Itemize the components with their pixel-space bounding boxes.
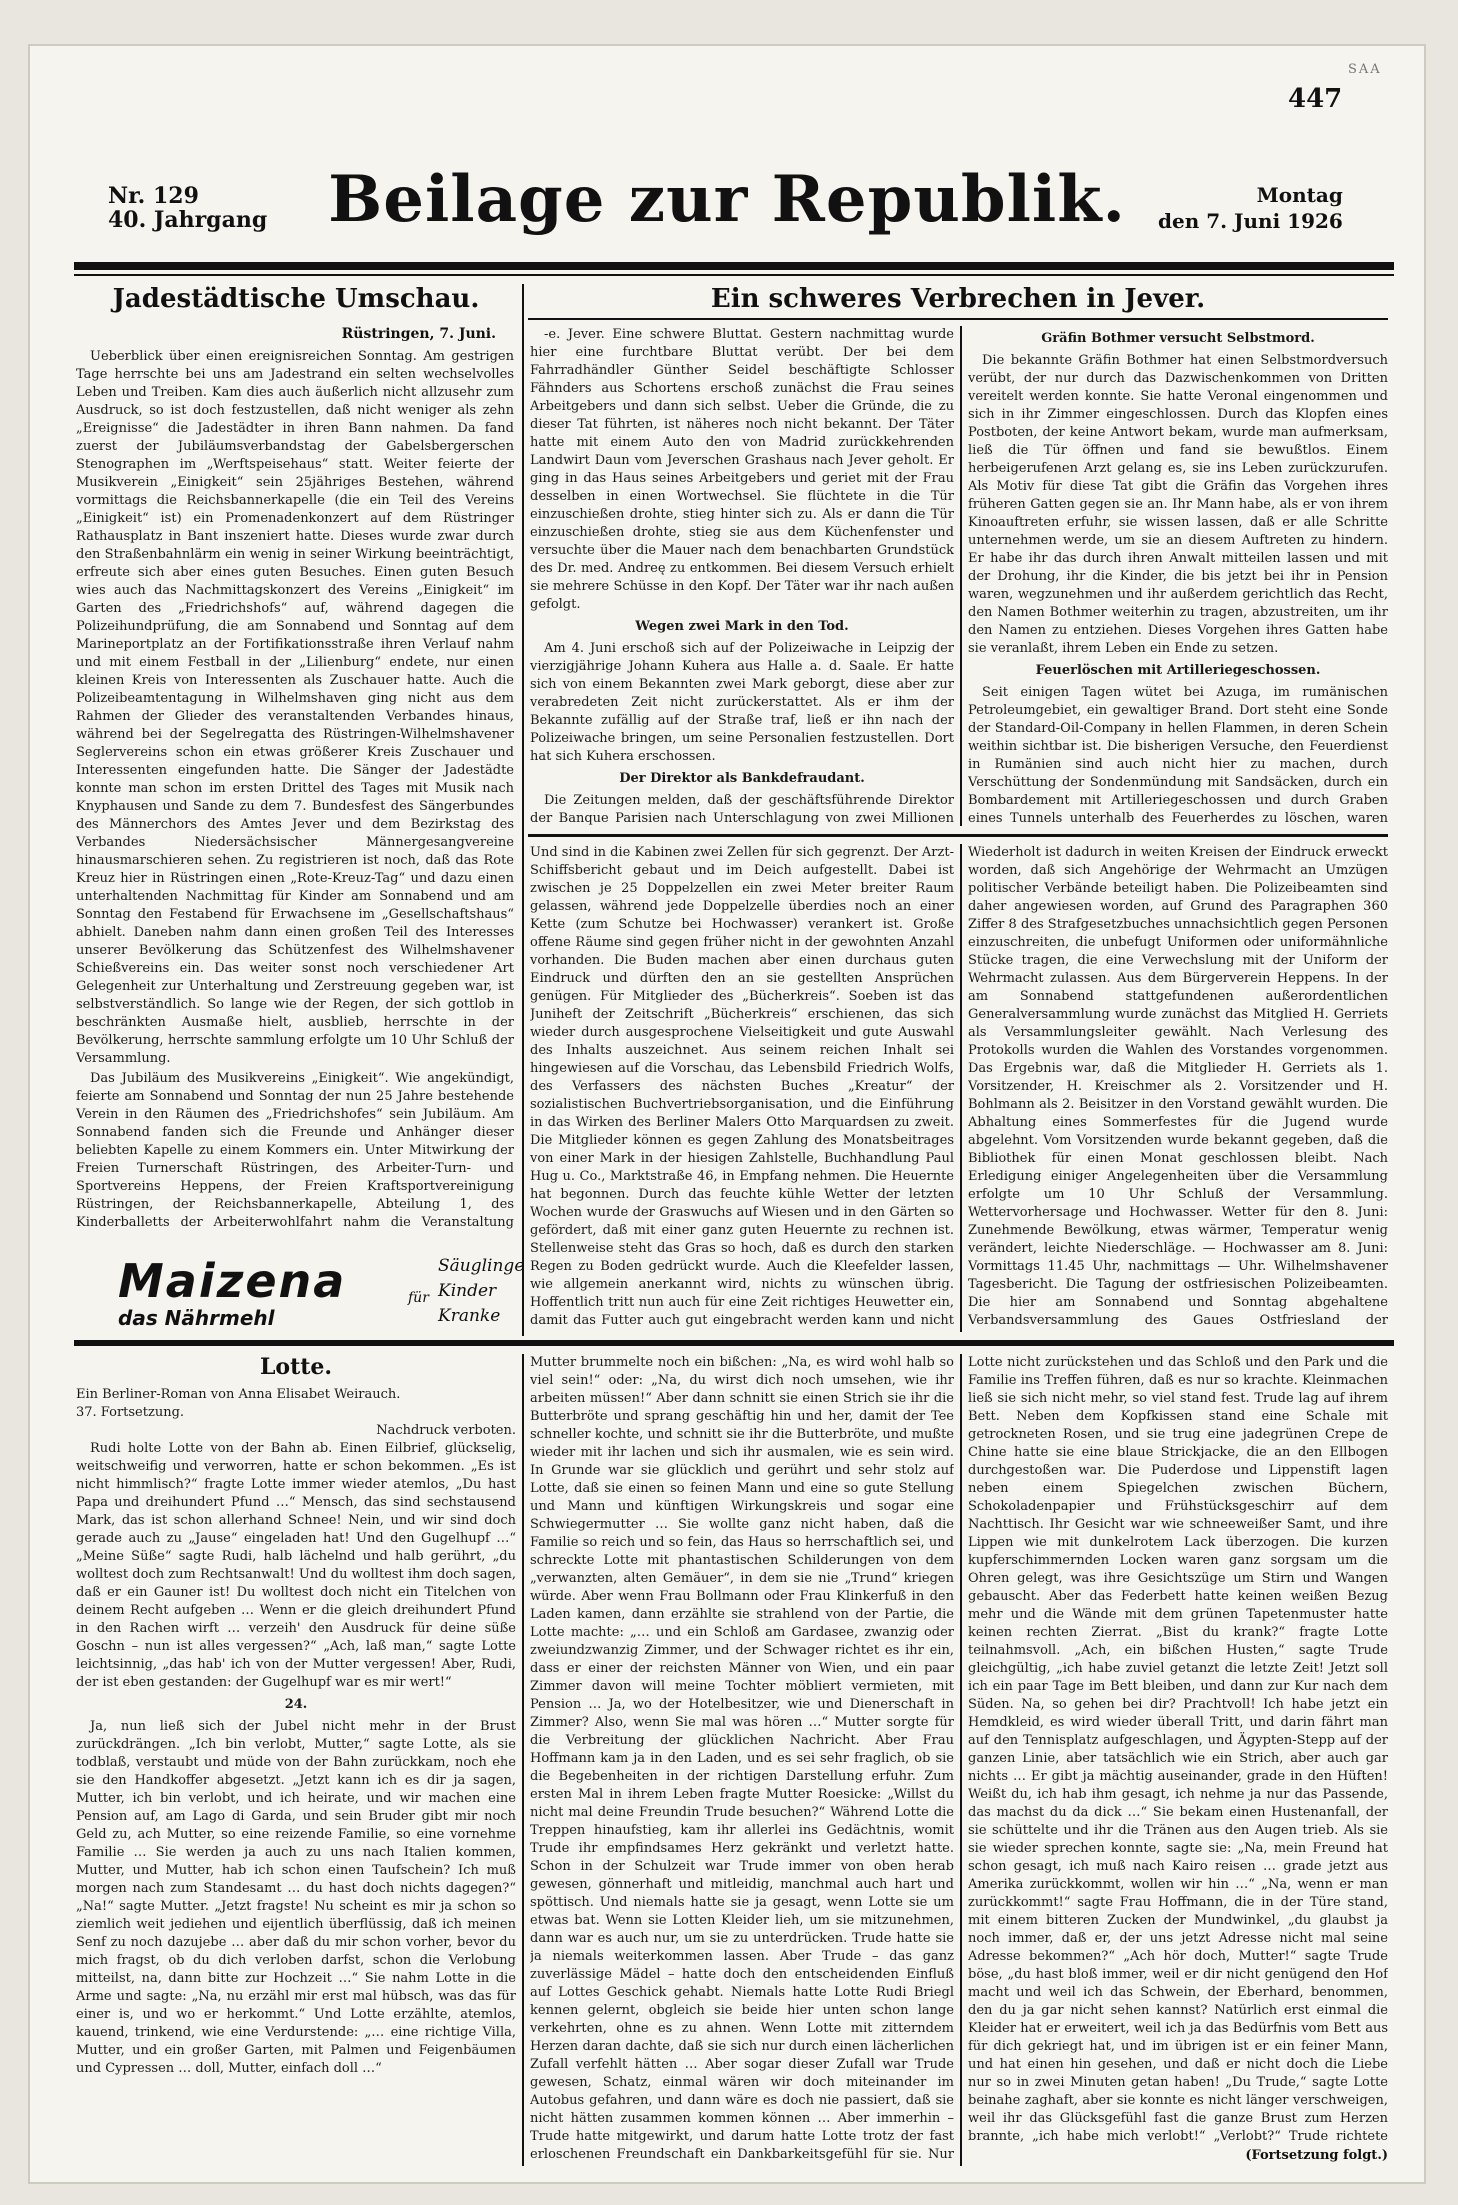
section-rule [528, 834, 1388, 837]
masthead-title: Beilage zur Republik. [328, 162, 1126, 237]
ad-audience-item: Kranke [438, 1306, 501, 1326]
mid-col2-body: Und sind in die Kabinen zwei Zellen für sich gegrenzt. Der Arzt-Schiffsbericht gebaut und im Deich aufgestellt. Dabei ist zwischen je 25 Doppelzellen ein zwei Meter breiter Raum gelassen, während jede Doppelzelle überdies noch an einer Kette (zum Schutze bei Hochwasser) verankert ist. Große offene Räume sind gegen früher nicht in der gewohnten Anzahl vorhanden. Die Buden machen aber einen durchaus guten Eindruck und dürften den an sie gestellten Ansprüchen genügen. Für Mitglieder des „Bücherkreis“. Soeben ist das Juniheft der Zeitschrift „Bücherkreis“ erschienen, das sich wieder durch ausgesprochene Vielseitigkeit und gute Auswahl des Inhalts auszeichnet. Aus seinem reichen Inhalt sei hingewiesen auf die Vorschau, das Lebensbild Friedrich Wolfs, des Verfassers des nächsten Buches „Kreatur“ der sozialistischen Buchvertriebsorganisation, und die Einführung in das Wirken des Berliner Malers Otto Marquardsen zu zweit. Die Mitglieder können es gegen Zahlung des Monatsbeitrages von einer Mark in der hiesigen Zahlstelle, Buchhandlung Paul Hug u. Co., Marktstraße 46, in Empfang nehmen. Die Heuernte hat begonnen. Durch das feuchte kühle Wetter der letzten Wochen wurde der Graswuchs auf Wiesen und in den Gärten so gefördert, daß mit einer ganz guten Heuernte zu rechnen ist. Stellenweise steht das Gras so hoch, daß es durch den starken Regen zu Boden gedrückt wurde. Auch die Kleefelder lassen, wie allgemein anerkannt wird, nichts zu wünschen übrig. Hoffentlich tritt nun auch für eine Zeit richtiges Heuwetter ein, damit das Futter auch gut eingebracht werden kann und nicht [530, 845, 954, 1328]
ad-audience [438, 1254, 524, 1329]
ad-audience-item: Kinder [438, 1281, 497, 1301]
serial-rule [74, 1340, 1394, 1346]
col2-paragraph: -e. Jever. Eine schwere Bluttat. Gestern nachmittag wurde hier eine furchtbare Bluttat verübt. Der bei dem Fahrradhändler Günther Seidel beschäftigte Schlosser Fähnders aus Schortens erschoß zunächst die Frau seines Arbeitgebers und dann sich selbst. Ueber die Gründe, die zu dieser Tat führten, ist näheres noch nicht bekannt. Der Täter hatte mit einem Auto den von Madrid zurückkehrenden Landwirt Daun vom Jeverschen Grashaus nach Jever geholt. Er ging in das Haus seines Arbeitgebers und geriet mit der Frau desselben in einen Wortwechsel. Sie flüchtete in die Tür einzuschießen drohte, stieg hinter sich zu. Als er dann die Tür einzuschießen drohte, stieg sie aus dem Küchenfenster und versuchte über die Mauer nach dem benachbarten Grundstück des Dr. med. Andreę zu entkommen. Bei diesem Versuch erhielt sie mehrere Schüsse in den Kopf. Der Täter war ihr nach außen gefolgt. [530, 327, 954, 612]
masthead-rule-thin [74, 274, 1394, 276]
col1-headline: Jadestädtische Umschau. [112, 284, 480, 314]
serial-col1-text: Rudi holte Lotte von der Bahn ab. Einen Eilbrief, glückselig, weitschweifig und verworren, hatte er schon bekommen. „Es ist nicht himmlisch?“ fragte Lotte immer wieder atemlos, „Du hast Papa und dreihundert Pfund …“ Mensch, das sind sechstausend Mark, das ist schon allerhand Schnee! Nein, und wir sind doch gerade auch zu „Jause“ eingeladen hat! Und den Gugelhupf …“ „Meine Süße“ sagte Rudi, halb lächelnd und halb gerührt, „du wolltest doch zum Rechtsanwalt! Und du wolltest ihm doch sagen, daß er ein Gauner ist! Du wolltest doch nicht ein Titelchen von deinem Recht aufgeben … Wenn er die gleich dreihundert Pfund in den Rachen wirft … verzeih' den Ausdruck für deine süße Goschn – nun ist alles vergessen?“ „Ach, laß man,“ sagte Lotte leichtsinnig, „das hab' ich von der Mutter vergessen! Aber, Rudi, der ist eben gestanden: der Gugelhupf war es mir wert!“ [76, 1441, 516, 1690]
col2-headline: Ein schweres Verbrechen in Jever. [710, 284, 1206, 314]
column-divider [960, 1354, 962, 2166]
masthead-rule [74, 262, 1394, 270]
col1-paragraph: Das Jubiläum des Musikvereins „Einigkeit“. Wie angekündigt, feierte am Sonnabend und Sonntag der nun 25 Jahre bestehende Verein in den Räumen des „Friedrichshofes“ sein Jubiläum. Am Sonnabend fanden sich die Freunde und Anhänger dieser beliebten Kapelle zu einem Kommers ein. Unter Mitwirkung der Freien Turnerschaft Rüstringen, des Arbeiter-Turn- und Sportvereins Heppens, der Freien Kraftsportvereinigung Rüstringen, der Reichsbannerkapelle, Abteilung 1, des Kinderballetts der Arbeiterwohlfahrt nahm die Veranstaltung [76, 1071, 514, 1230]
mid-col3-body: Wiederholt ist dadurch in weiten Kreisen der Eindruck erweckt worden, daß sich Angehörige der Wehrmacht an Umzügen politischer Verbände beteiligt haben. Die Polizeibeamten sind daher angewiesen worden, auf Grund des Paragraphen 360 Ziffer 8 des Strafgesetzbuches unnachsichtlich gegen Personen einzuschreiten, die unbefugt Uniformen oder uniformähnliche Stücke tragen, die eine Verwechslung mit der Uniform der Wehrmacht zulassen. Aus dem Bürgerverein Heppens. In der am Sonnabend stattgefundenen außerordentlichen Generalversammlung wurde zunächst das Mitglied H. Gerriets als Versammlungsleiter gewählt. Nach Verlesung des Protokolls wurden die Wahlen des Vorstandes vorgenommen. Das Ergebnis war, daß die Mitglieder H. Gerriets als 1. Vorsitzender, H. Kreischmer als 2. Vorsitzender und H. Bohlmann als 2. Beisitzer in den Vorstand gewählt wurden. Die Abhaltung eines Sommerfestes für die Jugend wurde abgelehnt. Vom Vorsitzenden wurde bekannt gegeben, daß die Bibliothek für einen Monat geschlossen bleibt. Nach Erledigung einiger Angelegenheiten über die Versammlung erfolgte um 10 Uhr Schluß der Versammlung. Wettervorhersage und Hochwasser. Wetter für den 8. Juni: Zunehmende Bewölkung, etwas wärmer, Temperatur wenig verändert, leichte Niederschläge. — Hochwasser am 8. Juni: Vormittags 11.45 Uhr, nachmittags — Uhr. Wilhelmshavener Tagesbericht. Die Tagung der ostfriesischen Polizeibeamten. Die hier am Sonnabend und Sonntag abgehaltene Verbandsversammlung des Gaues Ostfriesland der [968, 845, 1388, 1328]
col3-sub1-text: Die bekannte Gräfin Bothmer hat einen Selbstmordversuch verübt, der nur durch das Dazwischenkommen von Dritten vereitelt werden konnte. Sie hatte Veronal eingenommen und sich in ihr Zimmer eingeschlossen. Durch das Klopfen eines Postboten, der keine Antwort bekam, wurde man aufmerksam, ließ die Tür öffnen und fand sie bewußtlos. Einem herbeigerufenen Arzt gelang es, sie ins Leben zurückzurufen. Als Motiv für diese Tat gibt die Gräfin das Vorgehen ihres früheren Gatten gegen sie an. Ihr Mann habe, als er von ihrem Kinoauftreten erfuhr, sie wissen lassen, daß er alle Schritte unternehmen werde, um sie an diesem Auftreten zu hindern. Er habe ihr das durch ihren Anwalt mitteilen lassen und mit der Drohung, ihr die Kinder, die bis jetzt bei ihr in Pension waren, wegzunehmen und ihr außerdem gerichtlich das Recht, den Namen Bothmer weiterhin zu tragen, abzustreiten, um ihr den Namen zu entziehen. Dieses Vorgehen ihres Gatten habe sie veranlaßt, ihrem Leben ein Ende zu setzen. [968, 353, 1388, 656]
serial-byline: Ein Berliner-Roman von Anna Elisabet Weirauch. [76, 1387, 401, 1402]
serial-col3: Lotte nicht zurückstehen und das Schloß und den Park und die Familie ins Treffen führen, daß es nur so krachte. Kleinmachen ließ sie sich nicht mehr, so viel stand fest. Trude lag auf ihrem Bett. Neben dem Kopfkissen stand eine Schale mit getrockneten Rosen, und sie trug eine jadegrünen Crepe de Chine hatte sie eine blaue Strickjacke, die an den Ellbogen durchgestoßen war. Die Puderdose und Lippenstift lagen neben einem Spiegelchen zwischen Büchern, Schokoladenpapier und Frühstücksgeschirr auf dem Nachttisch. Ihr Gesicht war wie schneeweißer Samt, und ihre Lippen wie mit dunkelrotem Lack überzogen. Die kurzen kupferschimmernden Locken waren ganz sorgsam um die Ohren gelegt, was ihre Gesichtszüge um Stirn und Wangen gebauscht. Aber das Federbett hatte keinen weißen Bezug mehr und die Wände mit dem grünen Tapetenmuster hatte keinen rechten Zierrat. „Bist du krank?“ fragte Lotte teilnahmsvoll. „Ach, ein bißchen Husten,“ sagte Trude gleichgültig, „ich habe zuviel getanzt die letzte Zeit! Jetzt soll ich ein paar Tage im Bett bleiben, und dann zur Kur nach dem Süden. Na, so gehen bei dir? Prachtvoll! Ich habe jetzt ein Hemdkleid, es wird wieder überall Tritt, und darin fährt man auf den Tennisplatz aufgeschlagen, und Ägypten-Stepp auf der ganzen Linie, aber tatsächlich wie ein Strich, aber auch gar nichts … Er gibt ja mächtig auseinander, grade in den Hüften! Weißt du, ich hab ihm gesagt, ich nehme ja nur das Passende, das machst du da dick …“ Sie bekam einen Hustenanfall, der sie schüttelte und ihr die Tränen aus den Augen trieb. Als sie sie wieder sprechen konnte, sagte sie: „Na, mein Freund hat schon gesagt, ich muß nach Kairo reisen … grade jetzt aus Amerika zurückkommt, wollen wir hin …“ „Na, wenn er man zurückkommt!“ sagte Frau Hoffmann, die in der Türe stand, mit einem bitteren Zucken der Mundwinkel, „du glaubst ja noch immer, daß er, der uns jetzt Adresse nicht mal seine Adresse bekommen?“ „Ach hör doch, Mutter!“ sagte Trude böse, „du hast bloß immer, weil er dir nicht genügend den Hof macht und weil ich das Schwein, der Eberhard, benommen, den du ja gar nicht sehen kannst? Natürlich erst einmal die Kleider hat er erweitert, weil ich ja das Bedürfnis vom Bett aus für dich gekriegt hat, und im übrigen ist er ein feiner Mann, und hat einen hin gesehen, und daß er nicht doch die Liebe nur so in zwei Minuten getan haben! „Du Trude,“ sagte Lotte beinahe zaghaft, aber sie konnte es nicht länger verschweigen, weil ihr das Glücksgefühl fast die ganze Brust zum Herzen brannte, „ich habe mich verlobt!“ „Verlobt?“ Trude richtete [968, 1355, 1388, 2144]
maizena-advertisement [76, 1254, 525, 1334]
page-number: 447 [1288, 84, 1343, 114]
serial-part: 37. Fortsetzung. [76, 1405, 185, 1420]
col3-body [968, 326, 1388, 826]
serial-chapter: 24. [284, 1697, 308, 1712]
col3-subhead-1: Gräfin Bothmer versucht Selbstmord. [1041, 331, 1315, 346]
col2-sub1-text: Am 4. Juni erschoß sich auf der Polizeiwache in Leipzig der vierzigjährige Johann Kuhera aus Halle a. d. Saale. Er hatte sich von einem Bekannten zwei Mark geborgt, diese aber zur verabredeten Zeit nicht zurückerstattet. Als er ihm der Bekannte zufällig auf der Straße traf, ließ er ihn nach der Polizeiwache bringen, um seine Personalien festzustellen. Dort hat sich Kuhera erschossen. [530, 641, 954, 764]
serial-title: Lotte. [259, 1354, 333, 1380]
serial-col2: Mutter brummelte noch ein bißchen: „Na, es wird wohl halb so viel sein!“ oder: „Na, du wirst dich noch umsehen, wie ihr arbeiten müssen!“ Aber dann schnitt sie einen Strich sie ihr die Butterbröte und sprang geschäftig hin und her, damit der Tee schneller kochte, und schnitt sie ihr die Butterbröte, und mußte wieder mit ihr lachen und sich ihr ausmalen, wie es sein wird. In Grunde war sie glücklich und gerührt und sehr stolz auf Lotte, daß sie einen so feinen Mann und eine so gute Stellung und Mann und künftigen Wirkungskreis und sogar eine Schwiegermutter … Sie wollte ganz nicht haben, daß die Familie so reich und so fein, das Haus so herrschaftlich sei, und schreckte Lotte mit phantastischen Schilderungen von dem „verwanzten, alten Gemäuer“, in dem sie nie „Trund“ kriegen würde. Aber wenn Frau Bollmann oder Frau Klinkerfuß in den Laden kamen, dann erzählte sie strahlend von der Partie, die Lotte machte: „… und ein Schloß am Gardasee, zwanzig oder zweiundzwanzig Zimmer, und der Schwager richtet es ihr ein, dass er einer der reichsten Männer von Wien, und ein paar Zimmer davon will meine Tochter möbliert vermieten, mit Pension … Ja, wo der Hotelbesitzer, wie und Dienerschaft in Zimmer? Also, wenn Sie mal was hören …“ Mutter sorgte für die Verbreitung der glücklichen Nachricht. Aber Frau Hoffmann kam ja in den Laden, und es sei sehr fraglich, ob sie die Begebenheiten in der richtigen Darstellung erfuhr. Zum ersten Mal in ihrem Leben fragte Mutter Roesicke: „Willst du nicht mal deine Freundin Trude besuchen?“ Während Lotte die Treppen hinaufstieg, kam ihr allerlei ins Gedächtnis, womit Trude ihr empfindsames Herz gekränkt und verletzt hatte. Schon in der Schulzeit war Trude immer von oben herab gewesen, gönnerhaft und mitleidig, manchmal auch hart und spöttisch. Und niemals hatte sie ja gesagt, wenn Lotte sie um etwas bat. Wenn sie Lotten Kleider lieh, um sie mitzunehmen, dann war es auch nur, um sie zu unterdrücken. Trude hatte sie ja niemals weiterkommen lassen. Aber Trude – das ganz zuverlässige Mädel – hatte doch den entscheidenden Einfluß auf Lottes Geschick gehabt. Niemals hatte Lotte Rudi Briegl kennen gelernt, obgleich sie beide hier unten schon lange verkehrten, ohne es zu ahnen. Wenn Lotte mit zitterndem Herzen daran dachte, daß sie sich nur durch einen lächerlichen Zufall verfehlt hätten … Aber sogar dieser Zufall war Trude gewesen, Schatz, einmal wären wir doch miteinander im Autobus gefahren, und dann wäre es doch nie passiert, daß sie nicht hätten zusammen kommen können … Aber immerhin – Trude hatte mitgewirkt, und darum hatte Lotte trotz der fast erloschenen Freundschaft ein Dankbarkeitsgefühl für sie. Nur [530, 1355, 954, 2162]
col1-body [76, 348, 514, 1232]
to-be-continued: (Fortsetzung folgt.) [1245, 2148, 1388, 2163]
ad-brand: Maizena [118, 1254, 347, 1308]
serial-col1 [76, 1386, 516, 2166]
col2-subhead-2: Der Direktor als Bankdefraudant. [619, 771, 865, 786]
serial-col1-text-b: Ja, nun ließ sich der Jubel nicht mehr in der Brust zurückdrängen. „Ich bin verlobt, Mutter,“ sagte Lotte, als sie todblaß, verstaubt und müde von der Bahn zurückkam, noch ehe sie den Handkoffer abgesetzt. „Jetzt kann ich es dir ja sagen, Mutter, ich bin verlobt, und ich heirate, und wir machen eine Pension auf, am Lago di Garda, und sein Bruder gibt mir noch Geld zu, ach Mutter, so eine reizende Familie, so eine vornehme Familie … Sie werden ja auch zu uns nach Italien kommen, Mutter, und Mutter, hab ich schon einen Taufschein? Ich muß morgen nach zum Standesamt … du hast doch nichts dagegen?“ „Na!“ sagte Mutter. „Jetzt fragste! Nu scheint es mir ja schon so ziemlich weit jediehen und eijentlich überflüssig, daß ich meinen Senf zu noch dazujebe … aber daß du mir schon vorher, bevor du mich fragst, ob du dich verloben darfst, schon die Verlobung mitteilst, na, dann bitte zur Hochzeit …“ Sie nahm Lotte in die Arme und sagte: „Na, nu erzähl mir erst mal hübsch, was das für einer is, und wo er herkommt.“ Und Lotte erzählte, atemlos, kauend, trinkend, wie eine Verdurstende: „… eine richtige Villa, Mutter, und ein großer Garten, mit Palmen und Feigenbäumen und Cypressen … doll, Mutter, einfach doll …“ [76, 1719, 516, 2076]
volume-year: 40. Jahrgang [108, 207, 268, 233]
date: den 7. Juni 1926 [1158, 209, 1343, 233]
serial-notice: Nachdruck verboten. [376, 1423, 516, 1438]
headline-rule [528, 318, 1388, 320]
col2-body [530, 326, 954, 826]
archive-stamp: SAA [1348, 62, 1382, 77]
issue-date [1158, 182, 1343, 234]
column-divider [522, 284, 524, 1336]
weekday: Montag [1256, 183, 1343, 207]
newspaper-page [28, 44, 1426, 2184]
column-divider [960, 326, 962, 826]
issue-number: Nr. 129 [108, 183, 199, 209]
column-divider [960, 844, 962, 1332]
col2-sub2-text: Die Zeitungen melden, daß der geschäftsführende Direktor der Banque Parisien nach Unterschlagung von zwei Millionen [530, 793, 954, 826]
col3-subhead-2: Feuerlöschen mit Artilleriegeschossen. [1035, 663, 1321, 678]
col2-subhead-1: Wegen zwei Mark in den Tod. [635, 619, 849, 634]
col1-dateline: Rüstringen, 7. Juni. [341, 326, 496, 342]
col1-paragraph: Ueberblick über einen ereignisreichen Sonntag. Am gestrigen Tage herrschte bei uns am Jadestrand ein selten wechselvolles Leben und Treiben. Kam dies auch äußerlich nicht allzusehr zum Ausdruck, so ist doch festzustellen, daß nicht weniger als zehn „Ereignisse“ die Jadestädter in ihren Bann nahmen. Da fand zuerst der Jubiläumsverbandstag der Gabelsbergerschen Stenographen im „Werftspeisehaus“ statt. Weiter feierte der Musikverein „Einigkeit“ sein 25jähriges Bestehen, während vormittags die Reichsbannerkapelle (die ein Teil des Vereins „Einigkeit“ ist) ein Promenadenkonzert auf dem Rüstringer Rathausplatz in Bant inszeniert hatte. Dieses wurde zwar durch den Straßenbahnlärm ein wenig in seiner Wirkung beeinträchtigt, erfreute sich aber eines guten Besuches. Einen guten Besuch wies auch das Nachmittagskonzert des Vereins „Einigkeit“ im Garten des „Friedrichshofs“ auf, während dagegen die Polizeihundprüfung, die am Sonnabend und Sonntag auf dem Marineportplatz an der Fortifikationsstraße ihren Verlauf nahm und mit einem Festball in der „Lilienburg“ endete, nur einen kleinen Kreis von Interessenten als Zuschauer hatte. Auch die Polizeibeamtentagung in Wilhelmshaven ging nicht aus dem Rahmen der Glieder des veranstaltenden Verbandes hinaus, während bei der Segelregatta des Rüstringen-Wilhelmshavener Seglervereins schon ein etwas größerer Kreis Zuschauer und Interessenten eingefunden hatte. Die Sänger der Jadestädte konnte man schon im ersten Drittel des Tages mit Musik nach Knyphausen und Sande zu dem 7. Bundesfest des Sängerbundes des Männerchors des Amtes Jever und dem Bezirkstag des Verbandes Niedersächsischer Männergesangvereine hinausmarschieren sehen. Zu registrieren ist noch, daß das Rote Kreuz hier in Rüstringen einen „Rote-Kreuz-Tag“ und dazu einen unterhaltenden Nachmittag für Kinder am Sonnabend und am Sonntag den Festabend für Erwachsene im „Gesellschaftshaus“ abhielt. Daneben nahm dann einen großen Teil des Interesses unserer Bevölkerung das Schützenfest des Wilhelmshavener Schießvereins ein. Das weiter sonst noch verschiedener Art Gelegenheit zur Unterhaltung und Zerstreuung gegeben war, ist selbstverständlich. So lange wie der Regen, der sich gottlob in beschränkten Ausmaße hielt, ausblieb, herrschte in der Bevölkerung, herrschte sammlung erfolgte um 10 Uhr Schluß der Versammlung. [76, 349, 514, 1066]
col3-sub2-text: Seit einigen Tagen wütet bei Azuga, im rumänischen Petroleumgebiet, ein gewaltiger Brand. Dort steht eine Sonde der Standard-Oil-Company in hellen Flammen, in deren Schein weithin sichtbar ist. Die bisherigen Versuche, den Feuerdienst in Rumänien sind auch nicht hier zu machen, durch Verschüttung der Sondenmündung mit Sandsäcken, durch ein Bombardement mit Artilleriegeschossen und durch Graben eines Tunnels unterhalb des Feuerherdes zu löschen, waren [968, 685, 1388, 826]
column-divider [522, 1354, 524, 2166]
ad-tagline: das Nährmehl [118, 1306, 275, 1330]
ad-for: für [408, 1290, 429, 1306]
ad-audience-item: Säuglinge [438, 1256, 525, 1276]
